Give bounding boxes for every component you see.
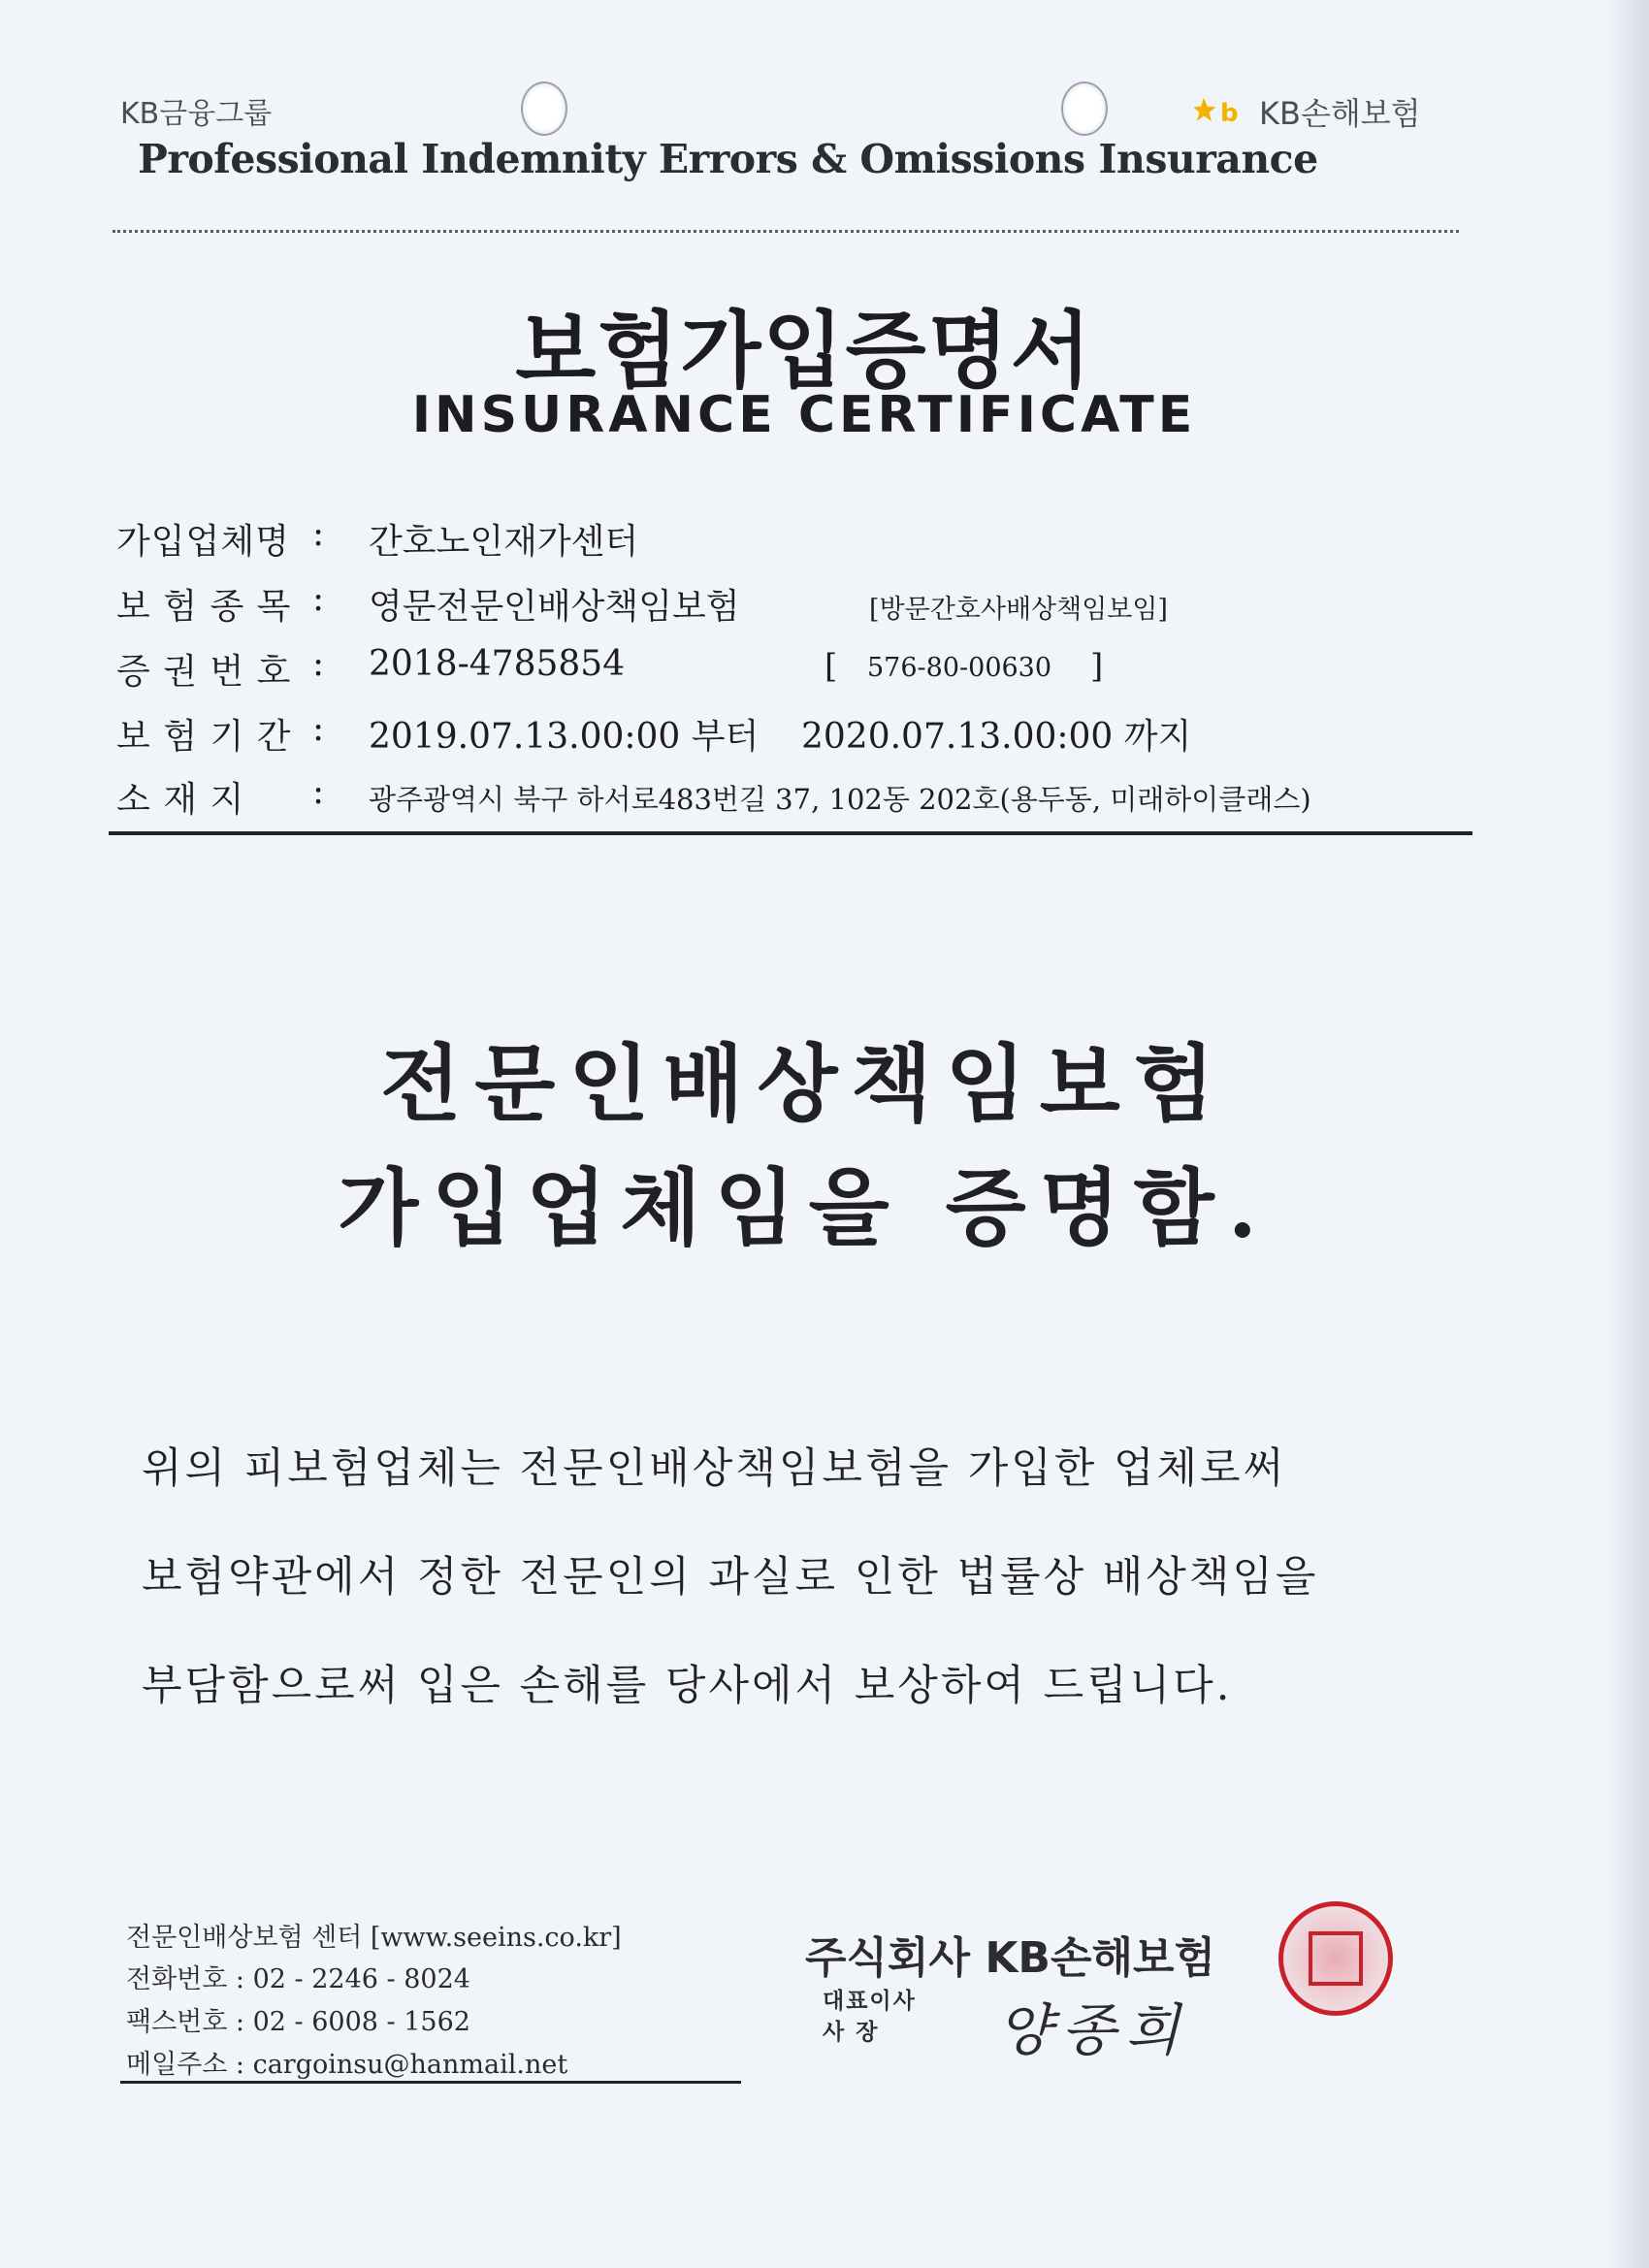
seal-inner-square: [1309, 1931, 1363, 1986]
kb-insurance-logo-text: KB손해보험: [1259, 95, 1421, 132]
colon: :: [312, 579, 325, 619]
contact-divider: [120, 2081, 741, 2084]
page-edge-shadow: [1608, 0, 1649, 2268]
body-line-1: 위의 피보험업체는 전문인배상책임보험을 가입한 업체로써: [142, 1444, 1287, 1493]
colon: :: [312, 772, 325, 812]
representative-title-1: 대표이사: [823, 1989, 917, 2014]
contact-phone: 전화번호 : 02 - 2246 - 8024: [126, 1964, 470, 1994]
body-line-2: 보험약관에서 정한 전문인의 과실로 인한 법률상 배상책임을: [142, 1553, 1319, 1602]
statement-line-2: 가입업체임을 증명함.: [338, 1159, 1271, 1257]
colon: :: [312, 514, 325, 554]
product-note: [방문간호사배상책임보임]: [869, 595, 1168, 625]
kb-insurance-logo: [1191, 89, 1421, 134]
signature: 양종희: [997, 1997, 1190, 2063]
kb-star-icon: [1191, 92, 1249, 131]
address-label: 소 재 지: [116, 780, 245, 820]
body-line-3: 부담함으로써 입은 손해를 당사에서 보상하여 드립니다.: [142, 1662, 1233, 1710]
bracket-open: [: [824, 647, 838, 686]
policy-number-value: 2018-4785854: [369, 644, 626, 684]
contact-email: 메일주소 : cargoinsu@hanmail.net: [126, 2050, 568, 2080]
policy-number-label: 증 권 번 호: [116, 652, 292, 692]
address-value: 광주광역시 북구 하서로483번길 37, 102동 202호(용두동, 미래하이클래스): [369, 783, 1311, 816]
punch-hole-right: [1061, 81, 1108, 136]
product-value: 영문전문인배상책임보험: [369, 587, 740, 627]
company-seal-stamp: [1278, 1901, 1393, 2016]
company-name-label: 가입업체명: [116, 522, 290, 562]
statement-line-1: 전문인배상책임보험: [380, 1035, 1228, 1133]
representative-title-2: 사 장: [823, 2020, 880, 2045]
period-start: 2019.07.13.00:00 부터: [369, 717, 760, 757]
svg-text:b: b: [1220, 99, 1239, 128]
certificate-title-korean: 보험가입증명서: [515, 303, 1093, 400]
kb-financial-group-logo: KB금융그룹: [120, 97, 273, 131]
issuer-company: 주식회사 KB손해보험: [805, 1933, 1215, 1983]
period-end: 2020.07.13.00:00 까지: [801, 717, 1192, 757]
header-divider: [113, 230, 1459, 233]
business-number: 576-80-00630: [867, 653, 1052, 683]
info-divider: [109, 831, 1472, 835]
period-label: 보 험 기 간: [116, 717, 292, 757]
contact-center: 전문인배상보험 센터 [www.seeins.co.kr]: [126, 1923, 622, 1953]
colon: :: [312, 644, 325, 684]
insurance-type-english: Professional Indemnity Errors & Omissions Insurance: [138, 136, 1318, 182]
company-name-value: 간호노인재가센터: [369, 522, 639, 562]
certificate-title-english: INSURANCE CERTIFICATE: [411, 386, 1197, 444]
contact-fax: 팩스번호 : 02 - 6008 - 1562: [126, 2007, 470, 2037]
colon: :: [312, 709, 325, 749]
bracket-close: ]: [1090, 647, 1104, 686]
punch-hole-left: [521, 81, 567, 136]
product-label: 보 험 종 목: [116, 587, 292, 627]
